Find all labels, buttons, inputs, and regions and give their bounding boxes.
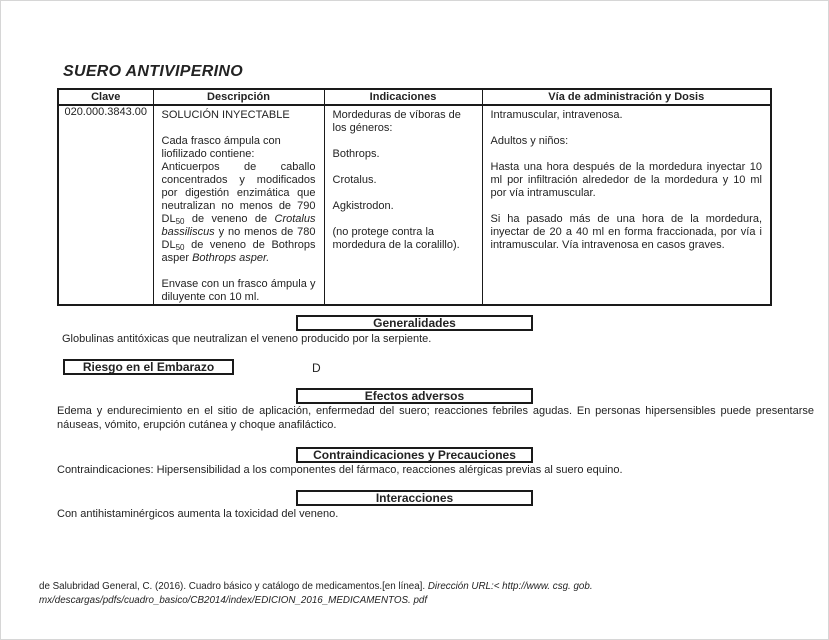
contraindicaciones-body: Contraindicaciones: Hipersensibilidad a los componentes del fármaco, reacciones alérgicas previas al suero equino.: [57, 464, 623, 476]
indic-note: (no protege contra la mordedura de la coralillo).: [332, 226, 460, 251]
table-row: [58, 105, 771, 305]
section-heading-efectos-adversos: Efectos adversos: [296, 388, 533, 404]
dl50-subscript: 50: [175, 217, 185, 226]
via-dose-1: Hasta una hora después de la mordedura inyectar 10 ml por infiltración alrededor de la mordedura y 10 ml por vía intramuscular.: [490, 161, 762, 199]
indic-genus: Crotalus.: [332, 174, 377, 186]
citation-line-1: de Salubridad General, C. (2016). Cuadro básico y catálogo de medicamentos.[en línea]. Dirección URL:< http://www. csg. gob.: [39, 581, 593, 592]
species-name-italic: Crotalus bassiliscus: [161, 213, 316, 238]
col-header-clave: Clave: [58, 89, 153, 105]
desc-contents-intro: Cada frasco ámpula con liofilizado contiene:: [161, 135, 281, 160]
efectos-adversos-body: Edema y endurecimiento en el sitio de aplicación, enfermedad del suero; reacciones febriles agudas. En personas hipersensibles puede presentarse náuseas, vómito, erupción cutánea y choque anafiláctico.: [57, 405, 814, 431]
citation-url-italic: Dirección URL:< http://www. csg. gob.: [427, 581, 593, 592]
species-name-italic: Bothrops asper.: [192, 252, 270, 264]
cell-indicaciones: [324, 105, 482, 305]
section-heading-interacciones: Interacciones: [296, 490, 533, 506]
section-heading-contraindicaciones: Contraindicaciones y Precauciones: [296, 447, 533, 463]
via-dose-2: Si ha pasado más de una hora de la mordedura, inyectar de 20 a 40 ml en forma fraccionada, por vía i intramuscular. Vía intravenosa en casos graves.: [490, 213, 762, 251]
indic-genus: Bothrops.: [332, 148, 380, 160]
via-routes: Intramuscular, intravenosa.: [490, 109, 623, 121]
section-heading-generalidades: Generalidades: [296, 315, 533, 331]
cell-clave: [58, 105, 153, 305]
col-header-via: Vía de administración y Dosis: [482, 89, 771, 105]
cell-descripcion: [153, 105, 324, 305]
section-heading-riesgo-embarazo: Riesgo en el Embarazo: [63, 359, 234, 375]
indic-intro: Mordeduras de víboras de los géneros:: [332, 109, 461, 134]
indic-genus: Agkistrodon.: [332, 200, 394, 212]
desc-envase: Envase con un frasco ámpula y diluyente con 10 ml.: [161, 278, 316, 303]
pregnancy-risk-category: D: [312, 361, 321, 375]
citation-line-2: mx/descargas/pdfs/cuadro_basico/CB2014/index/EDICION_2016_MEDICAMENTOS. pdf: [39, 594, 428, 606]
generalidades-body: Globulinas antitóxicas que neutralizan el veneno producido por la serpiente.: [62, 333, 432, 345]
desc-antibodies: Anticuerpos de caballo concentrados y modificados por digestión enzimática que neutralizan no menos de 790 $DL_{50}$ de veneno de Crotalus bassiliscus y no menos de 780 $DL_{50}$ de veneno de Bothrops asper Bothrops asper.: [161, 161, 316, 264]
clave-value: 020.000.3843.00: [64, 106, 148, 118]
interacciones-body: Con antihistaminérgicos aumenta la toxicidad del veneno.: [57, 508, 339, 520]
desc-form: SOLUCIÓN INYECTABLE: [161, 109, 290, 121]
citation: [39, 580, 659, 607]
col-header-indicaciones: Indicaciones: [324, 89, 482, 105]
page-title: SUERO ANTIVIPERINO: [63, 63, 243, 80]
col-header-descripcion: Descripción: [153, 89, 324, 105]
cell-via-dosis: [482, 105, 771, 305]
medication-table: [57, 88, 772, 306]
table-header-row: [58, 89, 771, 105]
via-population: Adultos y niños:: [490, 135, 569, 147]
dl50-subscript: 50: [175, 243, 185, 252]
